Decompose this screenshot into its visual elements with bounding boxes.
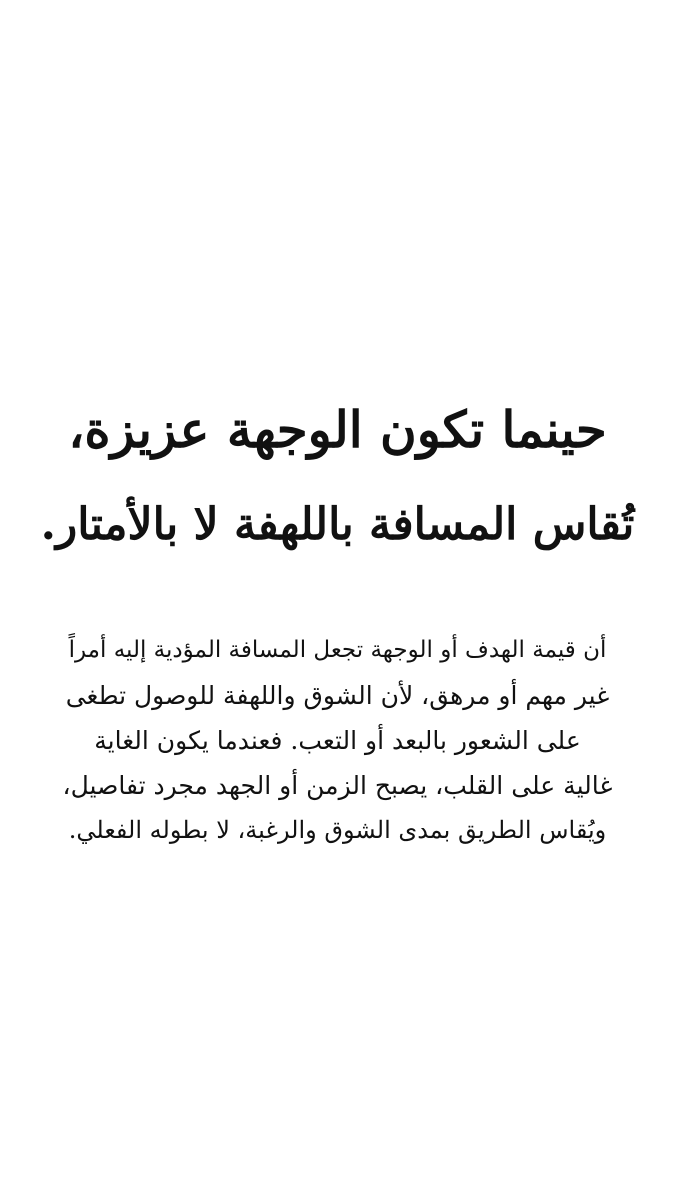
body-line-4: غالية على القلب، يصبح الزمن أو الجهد مجرد تفاصيل، xyxy=(62,771,613,800)
body-line-3: على الشعور بالبعد أو التعب. فعندما يكون الغاية xyxy=(94,726,581,755)
quote-explanation xyxy=(60,628,615,853)
headline-line-1: حينما تكون الوجهة عزيزة، xyxy=(68,400,607,459)
body-line-2: غير مهم أو مرهق، لأن الشوق واللهفة للوصول تطغى xyxy=(65,681,610,710)
body-line-1: أن قيمة الهدف أو الوجهة تجعل المسافة المؤدية إليه أمراً xyxy=(68,637,607,663)
headline-line-2: تُقاس المسافة باللهفة لا بالأمتار. xyxy=(40,499,635,550)
body-line-5: ويُقاس الطريق بمدى الشوق والرغبة، لا بطوله الفعلي. xyxy=(68,816,607,844)
quote-headline xyxy=(40,382,635,572)
